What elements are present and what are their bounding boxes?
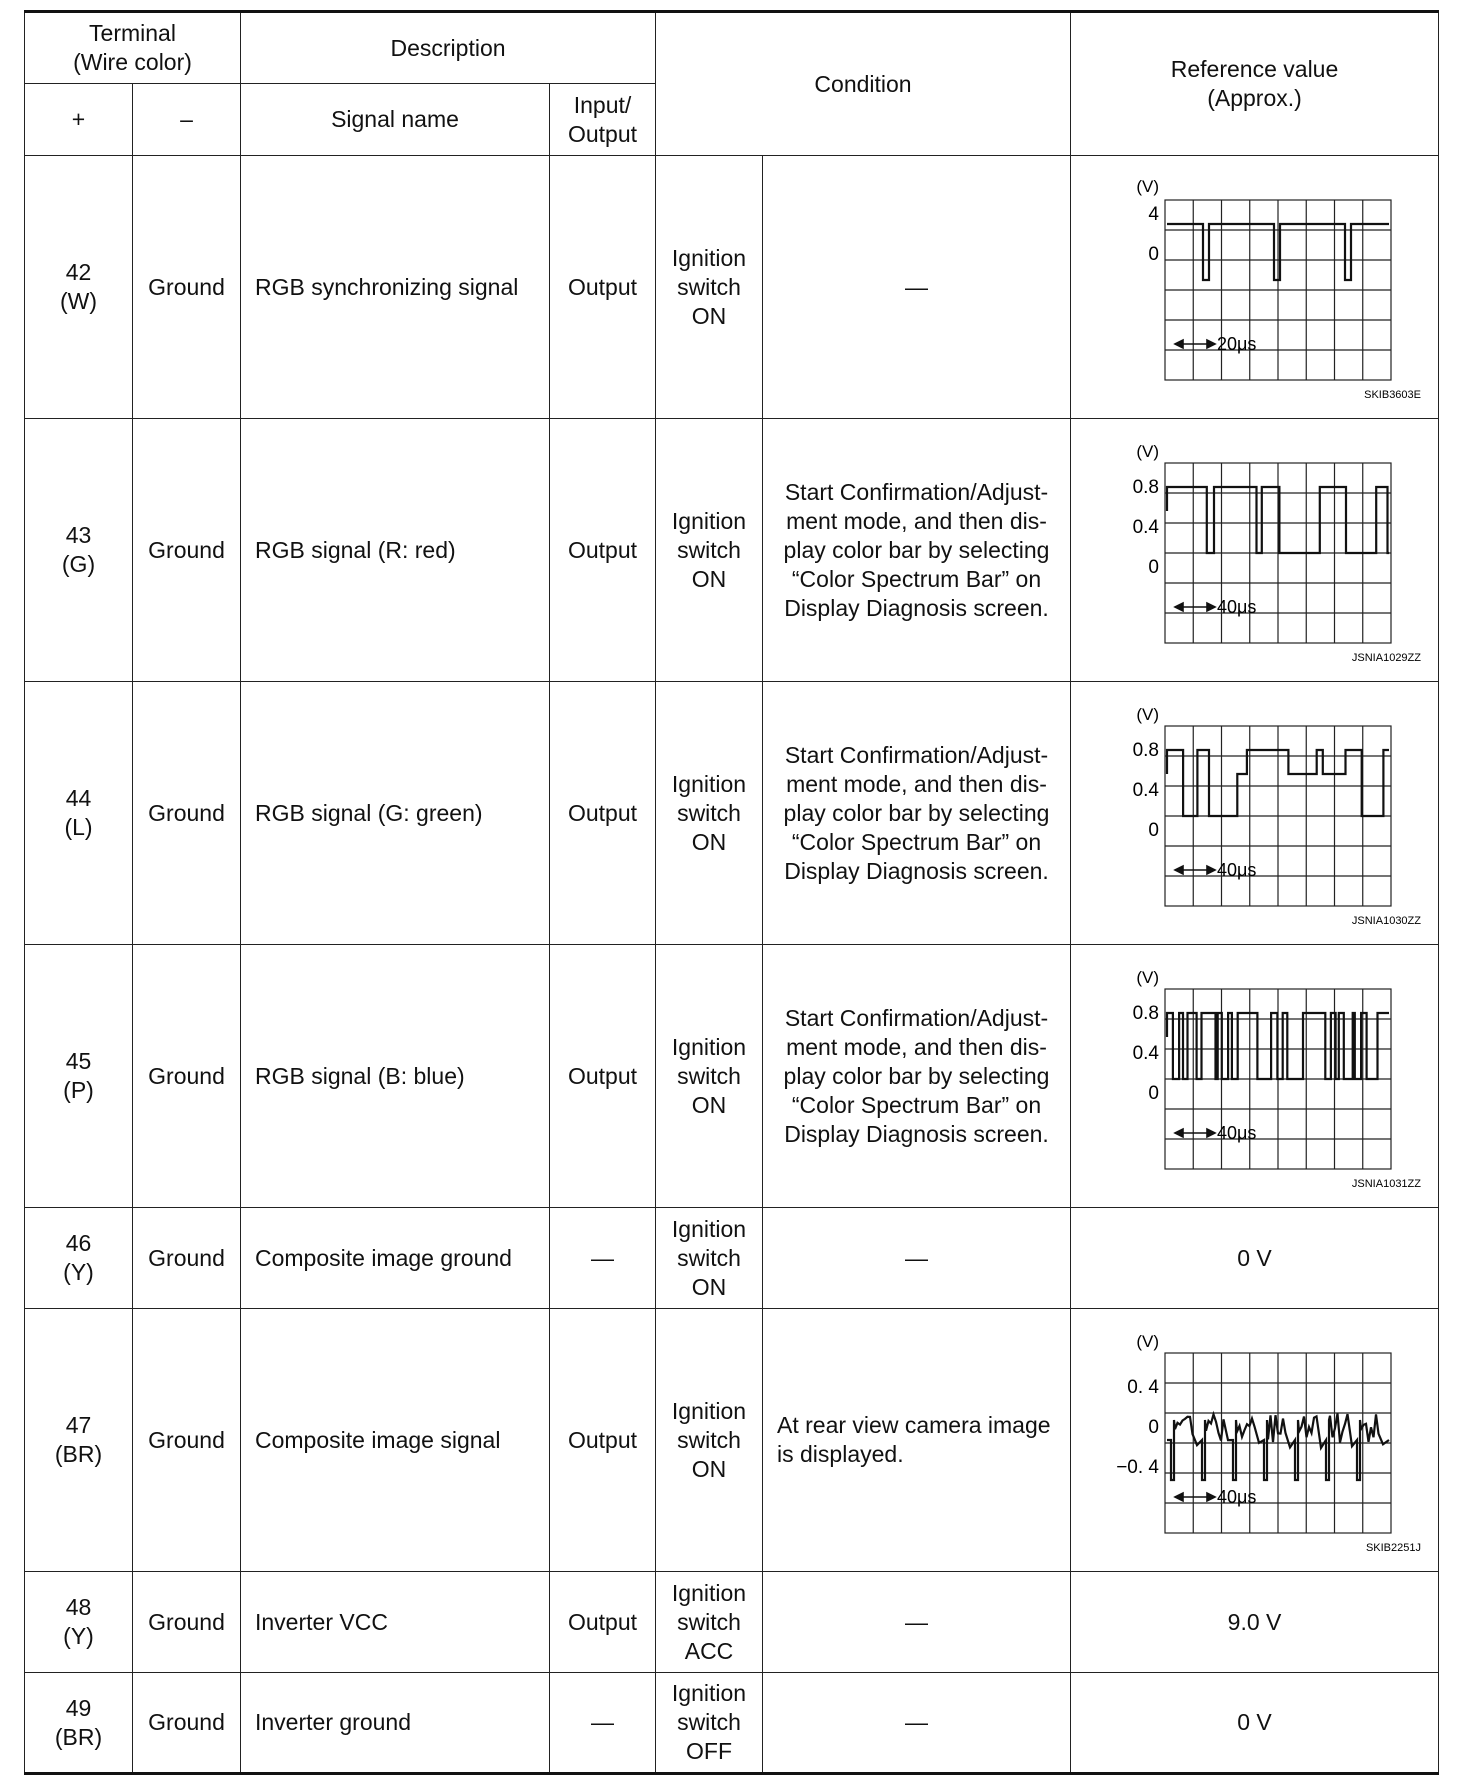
figure-code: SKIB2251J bbox=[1365, 1542, 1421, 1554]
time-division-label: 40μs bbox=[1216, 597, 1256, 617]
table-row bbox=[25, 156, 1439, 419]
table-row bbox=[25, 419, 1439, 682]
ground-cell: Ground bbox=[133, 419, 241, 682]
oscilloscope-grid bbox=[1165, 200, 1391, 380]
time-division-label: 40μs bbox=[1216, 1487, 1256, 1507]
oscilloscope-display bbox=[1075, 961, 1435, 1191]
terminal-cell: 47 (BR) bbox=[25, 1309, 133, 1572]
signal-name-cell: RGB signal (R: red) bbox=[241, 419, 550, 682]
unit-label: (V) bbox=[1135, 442, 1159, 461]
reference-value-cell: 0 V bbox=[1071, 1673, 1439, 1774]
ignition-cell: Ignition switch ON bbox=[656, 682, 763, 945]
table-row bbox=[25, 1309, 1439, 1572]
terminal-cell: 44 (L) bbox=[25, 682, 133, 945]
header-plus: + bbox=[25, 84, 133, 156]
signal-name-cell: Composite image ground bbox=[241, 1208, 550, 1309]
green-waveform bbox=[1075, 698, 1435, 928]
header-description: Description bbox=[241, 12, 656, 84]
table-row bbox=[25, 1673, 1439, 1774]
y-tick-label: 0 bbox=[1147, 820, 1159, 841]
y-tick-label: −0. 4 bbox=[1115, 1457, 1159, 1478]
signal-name-cell: Composite image signal bbox=[241, 1309, 550, 1572]
sync-waveform bbox=[1075, 172, 1435, 402]
terminal-cell: 46 (Y) bbox=[25, 1208, 133, 1309]
unit-label: (V) bbox=[1135, 177, 1159, 196]
oscilloscope-grid bbox=[1165, 726, 1391, 906]
y-tick-label: 0 bbox=[1147, 1417, 1159, 1438]
y-tick-label: 0.4 bbox=[1132, 1043, 1159, 1064]
header-reference: Reference value (Approx.) bbox=[1071, 12, 1439, 156]
ignition-cell: Ignition switch ON bbox=[656, 945, 763, 1208]
unit-label: (V) bbox=[1135, 705, 1159, 724]
terminal-cell: 48 (Y) bbox=[25, 1572, 133, 1673]
condition-cell: Start Confirmation/Adjust- ment mode, and then dis- play color bar by selecting “Color Spectrum Bar” on Display Diagnosis screen. bbox=[763, 945, 1071, 1208]
figure-code: JSNIA1031ZZ bbox=[1351, 1178, 1421, 1190]
condition-cell: — bbox=[763, 1208, 1071, 1309]
time-division-arrow bbox=[1175, 1493, 1215, 1501]
terminal-spec-table bbox=[24, 10, 1439, 1775]
oscilloscope-display bbox=[1075, 1325, 1435, 1555]
red-waveform bbox=[1075, 435, 1435, 665]
reference-waveform-cell bbox=[1071, 156, 1439, 419]
signal-trace bbox=[1167, 1013, 1389, 1079]
header-minus: – bbox=[133, 84, 241, 156]
io-cell: Output bbox=[550, 156, 656, 419]
ground-cell: Ground bbox=[133, 1572, 241, 1673]
unit-label: (V) bbox=[1135, 1332, 1159, 1351]
signal-name-cell: Inverter VCC bbox=[241, 1572, 550, 1673]
io-cell: Output bbox=[550, 1572, 656, 1673]
ground-cell: Ground bbox=[133, 1208, 241, 1309]
reference-value-cell: 9.0 V bbox=[1071, 1572, 1439, 1673]
oscilloscope-display bbox=[1075, 172, 1435, 402]
figure-code: SKIB3603E bbox=[1363, 389, 1421, 401]
io-cell: Output bbox=[550, 419, 656, 682]
time-division-label: 40μs bbox=[1216, 860, 1256, 880]
y-tick-label: 0 bbox=[1147, 244, 1159, 265]
figure-code: JSNIA1030ZZ bbox=[1351, 915, 1421, 927]
unit-label: (V) bbox=[1135, 968, 1159, 987]
oscilloscope-display bbox=[1075, 435, 1435, 665]
blue-waveform bbox=[1075, 961, 1435, 1191]
reference-waveform-cell bbox=[1071, 419, 1439, 682]
reference-waveform-cell bbox=[1071, 945, 1439, 1208]
y-tick-label: 0 bbox=[1147, 557, 1159, 578]
io-cell: Output bbox=[550, 945, 656, 1208]
composite-waveform bbox=[1075, 1325, 1435, 1555]
table-row bbox=[25, 945, 1439, 1208]
ignition-cell: Ignition switch OFF bbox=[656, 1673, 763, 1774]
terminal-cell: 43 (G) bbox=[25, 419, 133, 682]
condition-cell: — bbox=[763, 156, 1071, 419]
signal-name-cell: Inverter ground bbox=[241, 1673, 550, 1774]
io-cell: — bbox=[550, 1208, 656, 1309]
terminal-cell: 49 (BR) bbox=[25, 1673, 133, 1774]
signal-name-cell: RGB signal (B: blue) bbox=[241, 945, 550, 1208]
condition-cell: Start Confirmation/Adjust- ment mode, and then dis- play color bar by selecting “Color Spectrum Bar” on Display Diagnosis screen. bbox=[763, 419, 1071, 682]
header-condition: Condition bbox=[656, 12, 1071, 156]
y-tick-label: 0 bbox=[1147, 1083, 1159, 1104]
header-input-output: Input/ Output bbox=[550, 84, 656, 156]
time-division-arrow bbox=[1175, 1129, 1215, 1137]
y-tick-label: 0.8 bbox=[1132, 1003, 1159, 1024]
y-tick-label: 4 bbox=[1147, 204, 1159, 225]
header-signal-name: Signal name bbox=[241, 84, 550, 156]
table-row bbox=[25, 1572, 1439, 1673]
table-row bbox=[25, 1208, 1439, 1309]
time-division-label: 20μs bbox=[1216, 334, 1256, 354]
condition-cell: At rear view camera image is displayed. bbox=[763, 1309, 1071, 1572]
reference-waveform-cell bbox=[1071, 682, 1439, 945]
io-cell: — bbox=[550, 1673, 656, 1774]
reference-value-cell: 0 V bbox=[1071, 1208, 1439, 1309]
y-tick-label: 0.8 bbox=[1132, 740, 1159, 761]
time-division-arrow bbox=[1175, 866, 1215, 874]
ground-cell: Ground bbox=[133, 1673, 241, 1774]
io-cell: Output bbox=[550, 682, 656, 945]
io-cell: Output bbox=[550, 1309, 656, 1572]
figure-code: JSNIA1029ZZ bbox=[1351, 652, 1421, 664]
ignition-cell: Ignition switch ON bbox=[656, 419, 763, 682]
time-division-arrow bbox=[1175, 603, 1215, 611]
ignition-cell: Ignition switch ON bbox=[656, 156, 763, 419]
ignition-cell: Ignition switch ACC bbox=[656, 1572, 763, 1673]
table-row bbox=[25, 682, 1439, 945]
terminal-cell: 42 (W) bbox=[25, 156, 133, 419]
signal-name-cell: RGB signal (G: green) bbox=[241, 682, 550, 945]
ground-cell: Ground bbox=[133, 156, 241, 419]
terminal-cell: 45 (P) bbox=[25, 945, 133, 1208]
signal-name-cell: RGB synchronizing signal bbox=[241, 156, 550, 419]
time-division-arrow bbox=[1175, 340, 1215, 348]
oscilloscope-display bbox=[1075, 698, 1435, 928]
condition-cell: — bbox=[763, 1673, 1071, 1774]
y-tick-label: 0.4 bbox=[1132, 780, 1159, 801]
ground-cell: Ground bbox=[133, 682, 241, 945]
ground-cell: Ground bbox=[133, 1309, 241, 1572]
y-tick-label: 0. 4 bbox=[1126, 1377, 1159, 1398]
time-division-label: 40μs bbox=[1216, 1123, 1256, 1143]
ignition-cell: Ignition switch ON bbox=[656, 1309, 763, 1572]
header-terminal: Terminal (Wire color) bbox=[25, 12, 241, 84]
reference-waveform-cell bbox=[1071, 1309, 1439, 1572]
condition-cell: Start Confirmation/Adjust- ment mode, and then dis- play color bar by selecting “Color Spectrum Bar” on Display Diagnosis screen. bbox=[763, 682, 1071, 945]
ground-cell: Ground bbox=[133, 945, 241, 1208]
condition-cell: — bbox=[763, 1572, 1071, 1673]
ignition-cell: Ignition switch ON bbox=[656, 1208, 763, 1309]
y-tick-label: 0.4 bbox=[1132, 517, 1159, 538]
y-tick-label: 0.8 bbox=[1132, 477, 1159, 498]
